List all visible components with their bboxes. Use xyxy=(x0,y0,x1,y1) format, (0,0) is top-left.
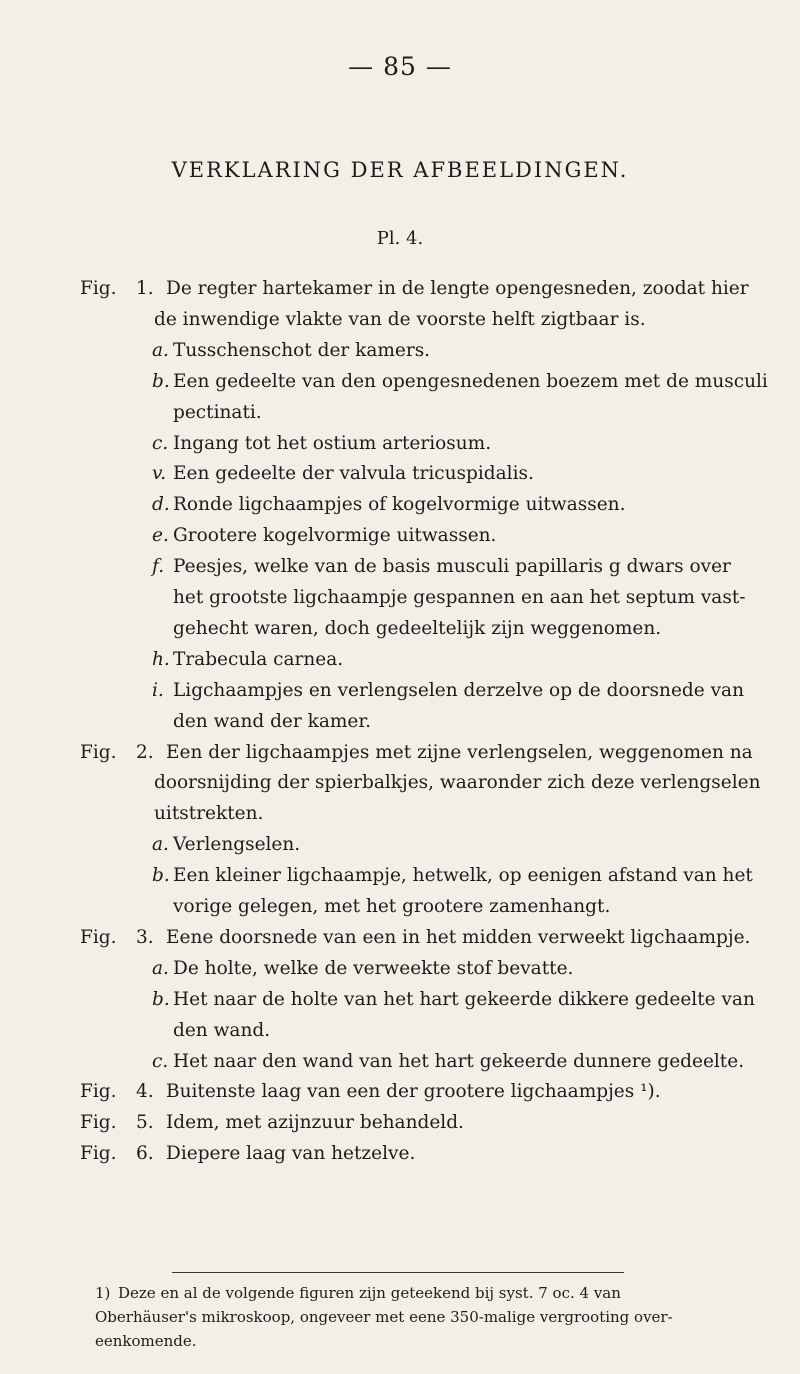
item-description-line: Verlengselen. xyxy=(173,834,301,856)
figure-description-line: doorsnijding der spierbalkjes, waaronder zich deze verlengselen xyxy=(154,772,761,794)
footnote-line: Deze en al de volgende figuren zijn geteekend bij syst. 7 oc. 4 van xyxy=(118,1284,621,1302)
item-description-line: Het naar den wand van het hart gekeerde dunnere gedeelte. xyxy=(173,1050,745,1072)
figure-number: 2. xyxy=(136,741,154,763)
figure-label: Fig. xyxy=(80,278,117,299)
item-description-line: Ingang tot het ostium arteriosum. xyxy=(173,432,492,454)
figure-label: Fig. xyxy=(80,1112,117,1134)
page-title: VERKLARING DER AFBEELDINGEN. xyxy=(171,158,629,182)
figure-label: Fig. xyxy=(80,1143,117,1165)
item-description-line: pectinati. xyxy=(173,401,262,423)
figure-number: 3. xyxy=(136,926,154,948)
figure-number: 4. xyxy=(136,1081,154,1103)
page-number: — 85 — xyxy=(348,52,452,81)
item-description-line: den wand. xyxy=(173,1019,271,1041)
item-letter: e. xyxy=(152,525,169,547)
item-letter: f. xyxy=(152,556,165,578)
item-description-line: De holte, welke de verweekte stof bevatte. xyxy=(173,957,574,979)
item-letter: v. xyxy=(152,463,167,485)
item-description-line: den wand der kamer. xyxy=(173,710,372,732)
item-letter: b. xyxy=(152,988,170,1010)
figure-label: Fig. xyxy=(80,1081,117,1103)
figure-description-line: uitstrekten. xyxy=(154,803,264,825)
item-description-line: Een kleiner ligchaampje, hetwelk, op eenigen afstand van het xyxy=(173,865,753,887)
item-letter: b. xyxy=(152,370,170,392)
footnote-line: Oberhäuser's mikroskoop, ongeveer met eene 350-malige vergrooting over- xyxy=(95,1308,673,1326)
item-letter: b. xyxy=(152,865,170,887)
item-description-line: Trabecula carnea. xyxy=(173,648,344,670)
figure-label: Fig. xyxy=(80,741,117,763)
figure-description-line: Idem, met azijnzuur behandeld. xyxy=(166,1112,464,1134)
item-letter: a. xyxy=(152,957,169,979)
figure-number: 5. xyxy=(136,1112,154,1134)
footnote-line: eenkomende. xyxy=(95,1332,197,1350)
figure-label: Fig. xyxy=(80,926,117,948)
figure-number: 6. xyxy=(136,1143,154,1165)
item-description-line: Grootere kogelvormige uitwassen. xyxy=(173,525,497,547)
footnote-separator xyxy=(172,1272,624,1273)
figure-description-line: De regter hartekamer in de lengte opengesneden, zoodat hier xyxy=(166,278,749,299)
item-description-line: vorige gelegen, met het grootere zamenhangt. xyxy=(173,896,611,917)
figure-description-line: Diepere laag van hetzelve. xyxy=(166,1143,416,1165)
item-description-line: gehecht waren, doch gedeeltelijk zijn weggenomen. xyxy=(173,617,662,639)
item-letter: c. xyxy=(152,432,169,454)
item-description-line: Peesjes, welke van de basis musculi papillaris g dwars over xyxy=(173,556,731,578)
item-description-line: Een gedeelte der valvula tricuspidalis. xyxy=(173,463,534,485)
plate-number: Pl. 4. xyxy=(376,228,424,249)
item-description-line: Ronde ligchaampjes of kogelvormige uitwassen. xyxy=(173,494,626,516)
figure-description-line: de inwendige vlakte van de voorste helft zigtbaar is. xyxy=(154,308,646,330)
item-description-line: Het naar de holte van het hart gekeerde dikkere gedeelte van xyxy=(173,988,755,1010)
item-description-line: Een gedeelte van den opengesnedenen boezem met de musculi xyxy=(173,370,768,392)
item-letter: a. xyxy=(152,834,169,856)
item-letter: h. xyxy=(152,648,170,670)
item-letter: a. xyxy=(152,339,169,361)
item-description-line: het grootste ligchaampje gespannen en aan het septum vast- xyxy=(173,587,746,608)
item-letter: i. xyxy=(152,679,164,701)
figure-description-line: Buitenste laag van een der grootere ligchaampjes ¹). xyxy=(166,1081,661,1103)
item-letter: d. xyxy=(152,494,170,516)
figure-description-line: Eene doorsnede van een in het midden verweekt ligchaampje. xyxy=(166,926,751,948)
figure-number: 1. xyxy=(136,278,154,299)
item-description-line: Ligchaampjes en verlengselen derzelve op de doorsnede van xyxy=(173,679,744,701)
footnote-marker: 1) xyxy=(95,1284,111,1302)
figure-description-line: Een der ligchaampjes met zijne verlengselen, weggenomen na xyxy=(166,741,753,763)
item-letter: c. xyxy=(152,1050,169,1072)
item-description-line: Tusschenschot der kamers. xyxy=(173,339,431,361)
